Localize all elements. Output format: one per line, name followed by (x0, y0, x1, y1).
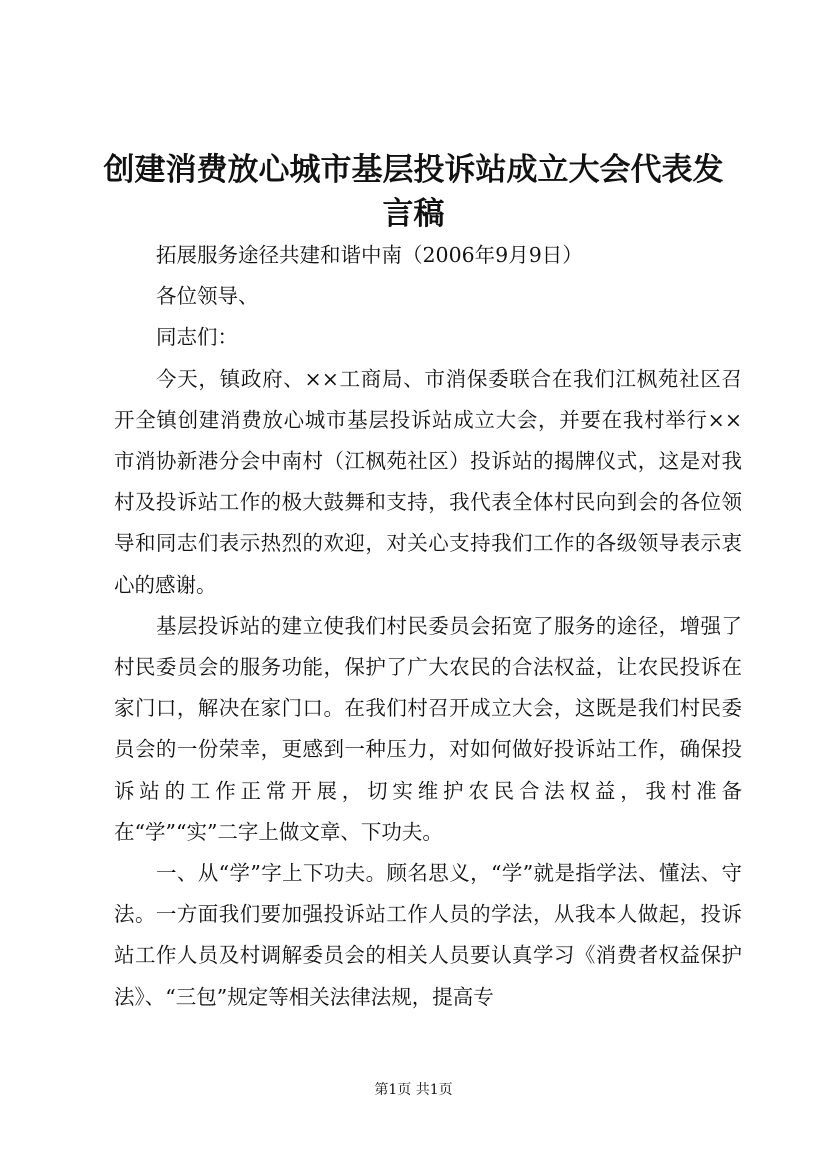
salutation-comrades: 同志们： (156, 325, 238, 350)
subtitle-paragraph: 拓展服务途径共建和谐中南（2006年9月9日） (156, 243, 583, 267)
document-body (114, 235, 742, 1018)
page-footer: 第1页 共1页 (374, 1082, 453, 1098)
body-paragraph: 今天，镇政府、××工商局、市消保委联合在我们江枫苑社区召开全镇创建消费放心城市基层投诉站成立大会，并要在我村举行××市消协新港分会中南村（江枫苑社区）投诉站的揭牌仪式，这是对我村及投诉站工作的极大鼓舞和支持，我代表全体村民向到会的各位领导和同志们表示热烈的欢迎，对关心支持我们工作的各级领导表示衷心的感谢。 (114, 366, 742, 597)
salutation-leaders: 各位领导、 (156, 284, 259, 309)
document-title: 创建消费放心城市基层投诉站成立大会代表发言稿 (103, 152, 724, 232)
body-paragraph: 一、从“学”字上下功夫。顾名思义，“学”就是指学法、懂法、守法。一方面我们要加强投诉站工作人员的学法，从我本人做起，投诉站工作人员及村调解委员会的相关人员要认真学习《消费者权益保护法》、“三包”规定等相关法律法规，提高专 (114, 861, 742, 1009)
body-paragraph: 基层投诉站的建立使我们村民委员会拓宽了服务的途径，增强了村民委员会的服务功能，保护了广大农民的合法权益，让农民投诉在家门口，解决在家门口。在我们村召开成立大会，这既是我们村民委员会的一份荣幸，更感到一种压力，对如何做好投诉站工作，确保投诉站的工作正常开展，切实维护农民合法权益，我村准备在“学”“实”二字上做文章、下功夫。 (114, 613, 742, 844)
